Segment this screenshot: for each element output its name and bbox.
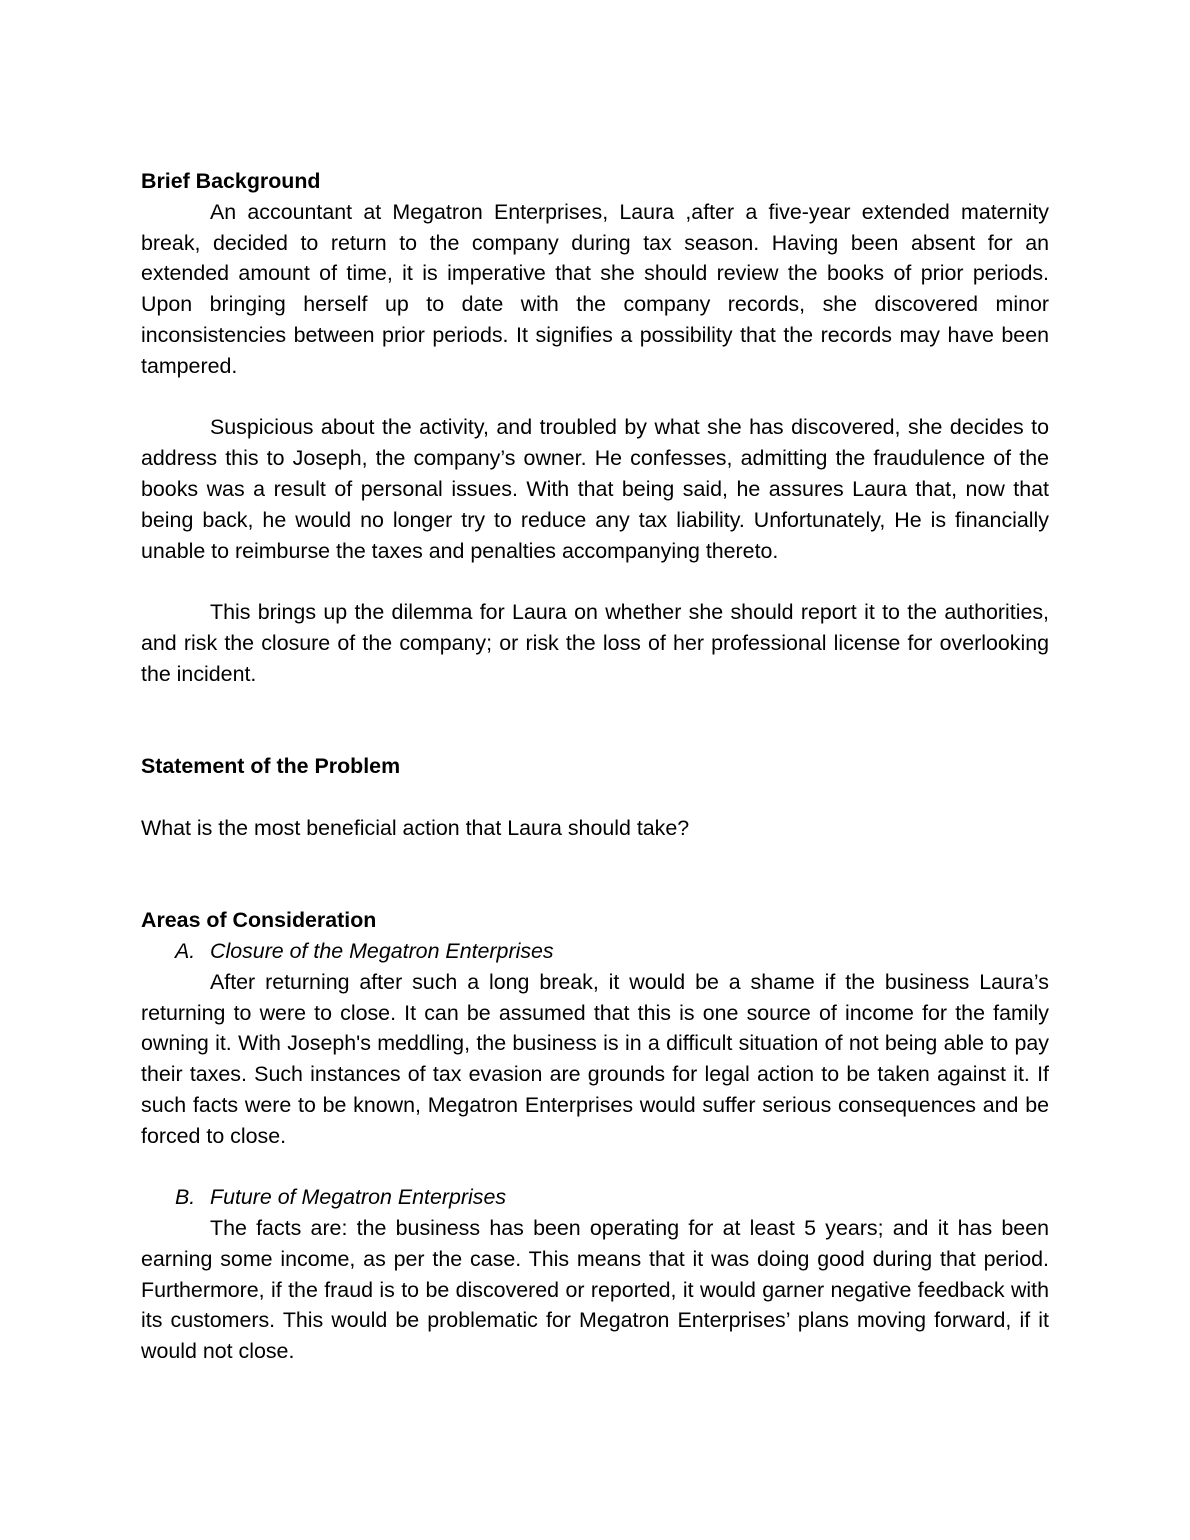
paragraph-spacer: [141, 382, 1049, 413]
paragraph-spacer: [141, 1152, 1049, 1183]
consideration-paragraph-b: The facts are: the business has been operating for at least 5 years; and it has been earning some income, as per the case. This means that it was doing good during that period. Furthermore, if the fraud is to be discovered or reported, it would garner negative feedback with its customers. This would be problematic for Megatron Enterprises’ plans moving forward, if it would not close.: [141, 1216, 1049, 1364]
paragraph-spacer: [141, 782, 1049, 813]
section-spacer: [141, 690, 1049, 752]
section-heading-problem: Statement of the Problem: [141, 754, 401, 779]
section-heading-considerations: Areas of Consideration: [141, 908, 377, 933]
consideration-paragraph-a: After returning after such a long break, it would be a shame if the business Laura’s returning to were to close. It can be assumed that this is one source of income for the family owning it. With Joseph's meddling, the business is in a difficult situation of not being able to pay their taxes. Such instances of tax evasion are grounds for legal action to be taken against it. If such facts were to be known, Megatron Enterprises would suffer serious consequences and be forced to close.: [141, 969, 1049, 1148]
section-spacer: [141, 844, 1049, 906]
consideration-title-a: [141, 936, 1049, 967]
background-paragraph-1: An accountant at Megatron Enterprises, Laura ,after a five-year extended maternity break, decided to return to the company during tax season. Having been absent for an extended amount of time, it is imperative that she should review the books of prior periods. Upon bringing herself up to date with the company records, she discovered minor inconsistencies between prior periods. It signifies a possibility that the records may have been tampered.: [141, 199, 1049, 378]
document-page: [141, 166, 1049, 1367]
background-paragraph-3: This brings up the dilemma for Laura on whether she should report it to the authorities, and risk the closure of the company; or risk the loss of her professional license for overlooking the incident.: [141, 600, 1049, 686]
section-heading-background: Brief Background: [141, 169, 321, 193]
list-letter: A.: [175, 938, 196, 963]
background-paragraph-2: Suspicious about the activity, and troubled by what she has discovered, she decides to address this to Joseph, the company’s owner. He confesses, admitting the fraudulence of the books was a result of personal issues. With that being said, he assures Laura that, now that being back, he would no longer try to reduce any tax liability. Unfortunately, He is financially unable to reimburse the taxes and penalties accompanying thereto.: [141, 415, 1049, 563]
list-letter: B.: [175, 1185, 196, 1210]
consideration-title-b: [141, 1182, 1049, 1213]
paragraph-spacer: [141, 566, 1049, 597]
list-title: Future of Megatron Enterprises: [210, 1185, 507, 1210]
list-title: Closure of the Megatron Enterprises: [210, 938, 554, 963]
problem-statement: What is the most beneficial action that Laura should take?: [141, 815, 690, 840]
